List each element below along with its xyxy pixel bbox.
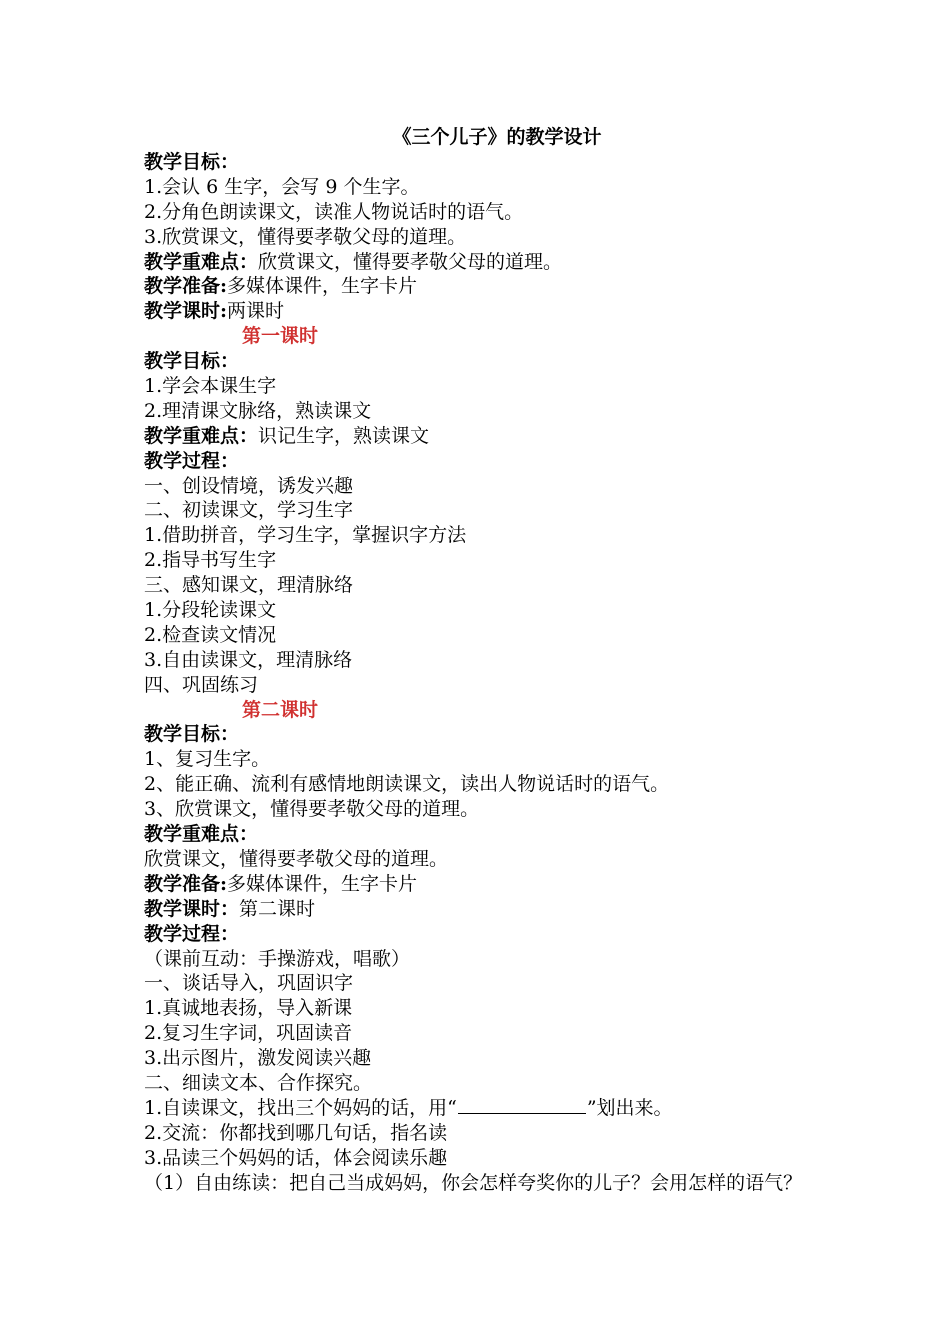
key-points-label: 教学重难点： xyxy=(144,424,259,447)
goal-item: 3.欣赏课文，懂得要孝敬父母的道理。 xyxy=(144,225,467,248)
preparation-text: 多媒体课件，生字卡片 xyxy=(227,275,418,298)
process-step: 1.真诚地表扬，导入新课 xyxy=(144,997,353,1020)
lesson2-key-points-label: 教学重难点： xyxy=(144,823,259,846)
class-hours-text: 两课时 xyxy=(227,300,285,323)
goal-item: 2、能正确、流利有感情地朗读课文，读出人物说话时的语气。 xyxy=(144,773,670,796)
process-step: 二、初读课文，学习生字 xyxy=(144,499,354,522)
lesson1-key-points-line xyxy=(144,424,814,449)
process-step: 1.借助拼音，学习生字，掌握识字方法 xyxy=(144,524,467,547)
key-points-text: 欣赏课文，懂得要孝敬父母的道理。 xyxy=(258,250,563,273)
preparation-label: 教学准备: xyxy=(144,872,228,895)
process-step: 2.指导书写生字 xyxy=(144,549,277,572)
process-step: 一、谈话导入，巩固识字 xyxy=(144,972,354,995)
lesson2-preparation-line xyxy=(144,872,814,897)
lesson2-heading: 第二课时 xyxy=(242,698,319,721)
process-step: 三、感知课文，理清脉络 xyxy=(144,574,354,597)
key-points-line xyxy=(144,250,814,275)
process-step: 2.复习生字词，巩固读音 xyxy=(144,1022,353,1045)
lesson2-goals-label: 教学目标： xyxy=(144,723,240,746)
preparation-text: 多媒体课件，生字卡片 xyxy=(227,872,418,895)
process-step: 二、细读文本、合作探究。 xyxy=(144,1071,373,1094)
key-points-label: 教学重难点： xyxy=(144,250,259,273)
key-points-text: 识记生字，熟读课文 xyxy=(258,424,430,447)
goal-item: 1.学会本课生字 xyxy=(144,375,277,398)
class-hours-line xyxy=(144,299,814,324)
process-step: 一、创设情境，诱发兴趣 xyxy=(144,474,354,497)
process-step: 2.交流：你都找到哪几句话，指名读 xyxy=(144,1121,448,1144)
process-step-find-quotes xyxy=(144,1096,814,1121)
lesson2-class-hours-line xyxy=(144,897,814,922)
lesson1-process-label: 教学过程： xyxy=(144,449,240,472)
document-page xyxy=(144,124,814,1195)
process-step: （课前互动：手操游戏，唱歌） xyxy=(144,947,411,970)
lesson1-heading: 第一课时 xyxy=(242,325,319,348)
class-hours-label: 教学课时: xyxy=(144,300,228,323)
goals-label: 教学目标： xyxy=(144,151,240,173)
preparation-line xyxy=(144,274,814,299)
practice-paragraph: （1）自由练读：把自己当成妈妈，你会怎样夸奖你的儿子？会用怎样的语气？ xyxy=(144,1171,803,1194)
process-step: 四、巩固练习 xyxy=(144,673,259,696)
document-title: 《三个儿子》的教学设计 xyxy=(392,126,602,148)
preparation-label: 教学准备: xyxy=(144,275,228,298)
goal-item: 3、欣赏课文，懂得要孝敬父母的道理。 xyxy=(144,798,480,821)
process-step: 2.检查读文情况 xyxy=(144,623,277,646)
process-step: 3.品读三个妈妈的话，体会阅读乐趣 xyxy=(144,1146,448,1169)
class-hours-text: 第二课时 xyxy=(239,897,316,920)
goal-item: 1.会认 6 生字，会写 9 个生字。 xyxy=(144,175,420,198)
goal-item: 2.理清课文脉络，熟读课文 xyxy=(144,399,372,422)
fill-in-blank-line xyxy=(458,1096,586,1114)
class-hours-label: 教学课时： xyxy=(144,897,240,920)
goal-item: 2.分角色朗读课文，读准人物说话时的语气。 xyxy=(144,200,524,223)
lesson2-process-label: 教学过程： xyxy=(144,922,240,945)
lesson1-goals-label: 教学目标： xyxy=(144,350,240,373)
process-step: 3.出示图片，激发阅读兴趣 xyxy=(144,1047,372,1070)
process-step: 3.自由读课文，理清脉络 xyxy=(144,648,353,671)
goal-item: 1、复习生字。 xyxy=(144,748,271,771)
find-quotes-text-before: 1.自读课文，找出三个妈妈的话，用“ xyxy=(144,1096,457,1119)
find-quotes-text-after: ”划出来。 xyxy=(586,1096,673,1119)
lesson2-key-points-text: 欣赏课文，懂得要孝敬父母的道理。 xyxy=(144,847,449,870)
process-step: 1.分段轮读课文 xyxy=(144,599,277,622)
